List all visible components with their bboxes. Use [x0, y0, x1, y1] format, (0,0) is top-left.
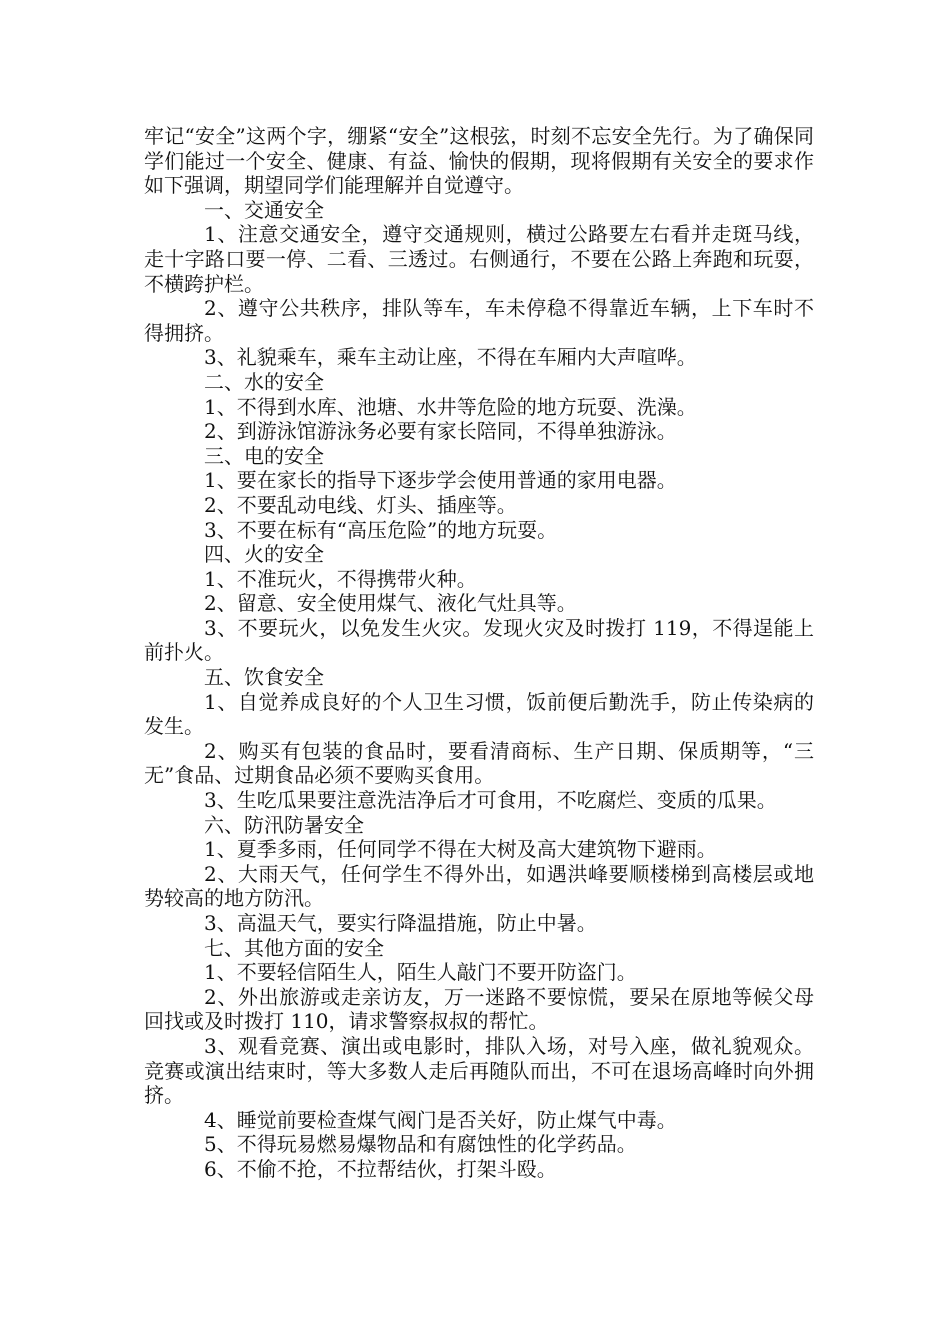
water-item-1: 1、不得到水库、池塘、水井等危险的地方玩耍、洗澡。 — [204, 394, 697, 419]
other-item-3: 3、观看竞赛、演出或电影时，排队入场，对号入座，做礼貌观众。竞赛或演出结束时，等大多数人走后再随队而出，不可在退场高峰时向外拥挤。 — [144, 1033, 814, 1108]
flood-heat-item-3: 3、高温天气，要实行降温措施，防止中暑。 — [204, 911, 597, 935]
water-item-2: 2、到游泳馆游泳务必要有家长陪同，不得单独游泳。 — [204, 419, 677, 444]
fire-item-3: 3、不要玩火，以免发生火灾。发现火灾及时拨打 119，不得逞能上前扑火。 — [144, 615, 814, 665]
other-item-4: 4、睡觉前要检查煤气阀门是否关好，防止煤气中毒。 — [204, 1107, 677, 1132]
document-body — [144, 124, 814, 1182]
intro-paragraph: 牢记“安全”这两个字，绷紧“安全”这根弦，时刻不忘安全先行。为了确保同学们能过一个安全、健康、有益、愉快的假期，现将假期有关安全的要求作如下强调，期望同学们能理解并自觉遵守。 — [144, 124, 814, 198]
food-item-2: 2、购买有包装的食品时，要看清商标、生产日期、保质期等，“三无”食品、过期食品必须不要购买食用。 — [144, 738, 814, 788]
section-heading-food: 五、饮食安全 — [204, 665, 324, 690]
fire-item-2: 2、留意、安全使用煤气、液化气灶具等。 — [204, 591, 577, 616]
other-item-5: 5、不得玩易燃易爆物品和有腐蚀性的化学药品。 — [204, 1132, 637, 1157]
section-heading-other: 七、其他方面的安全 — [204, 935, 384, 960]
food-item-3: 3、生吃瓜果要注意洗洁净后才可食用，不吃腐烂、变质的瓜果。 — [204, 788, 777, 813]
electric-item-1: 1、要在家长的指导下逐步学会使用普通的家用电器。 — [204, 468, 677, 493]
flood-heat-item-1: 1、夏季多雨，任何同学不得在大树及高大建筑物下避雨。 — [204, 837, 717, 862]
section-heading-traffic: 一、交通安全 — [204, 197, 324, 222]
electric-item-3: 3、不要在标有“高压危险”的地方玩耍。 — [204, 517, 558, 542]
flood-heat-item-2: 2、大雨天气，任何学生不得外出，如遇洪峰要顺楼梯到高楼层或地势较高的地方防汛。 — [144, 861, 814, 911]
traffic-item-2: 2、遵守公共秩序，排队等车，车未停稳不得靠近车辆，上下车时不得拥挤。 — [144, 296, 814, 345]
fire-item-1: 1、不准玩火，不得携带火种。 — [204, 566, 477, 591]
other-item-2: 2、外出旅游或走亲访友，万一迷路不要惊慌，要呆在原地等候父母回找或及时拨打 110，请求警察叔叔的帮忙。 — [144, 984, 814, 1034]
traffic-item-1: 1、注意交通安全，遵守交通规则，横过公路要左右看并走斑马线，走十字路口要一停、二看、三透过。右侧通行，不要在公路上奔跑和玩耍，不横跨护栏。 — [144, 222, 814, 296]
electric-item-2: 2、不要乱动电线、灯头、插座等。 — [204, 492, 517, 517]
section-heading-electric: 三、电的安全 — [204, 443, 324, 468]
other-item-1: 1、不要轻信陌生人，陌生人敲门不要开防盗门。 — [204, 960, 637, 985]
section-heading-fire: 四、火的安全 — [204, 542, 324, 567]
other-item-6: 6、不偷不抢，不拉帮结伙，打架斗殴。 — [204, 1156, 557, 1181]
section-heading-flood-heat: 六、防汛防暑安全 — [204, 812, 364, 837]
section-heading-water: 二、水的安全 — [204, 369, 324, 394]
food-item-1: 1、自觉养成良好的个人卫生习惯，饭前便后勤洗手，防止传染病的发生。 — [144, 689, 814, 739]
traffic-item-3: 3、礼貌乘车，乘车主动让座，不得在车厢内大声喧哗。 — [204, 345, 697, 370]
